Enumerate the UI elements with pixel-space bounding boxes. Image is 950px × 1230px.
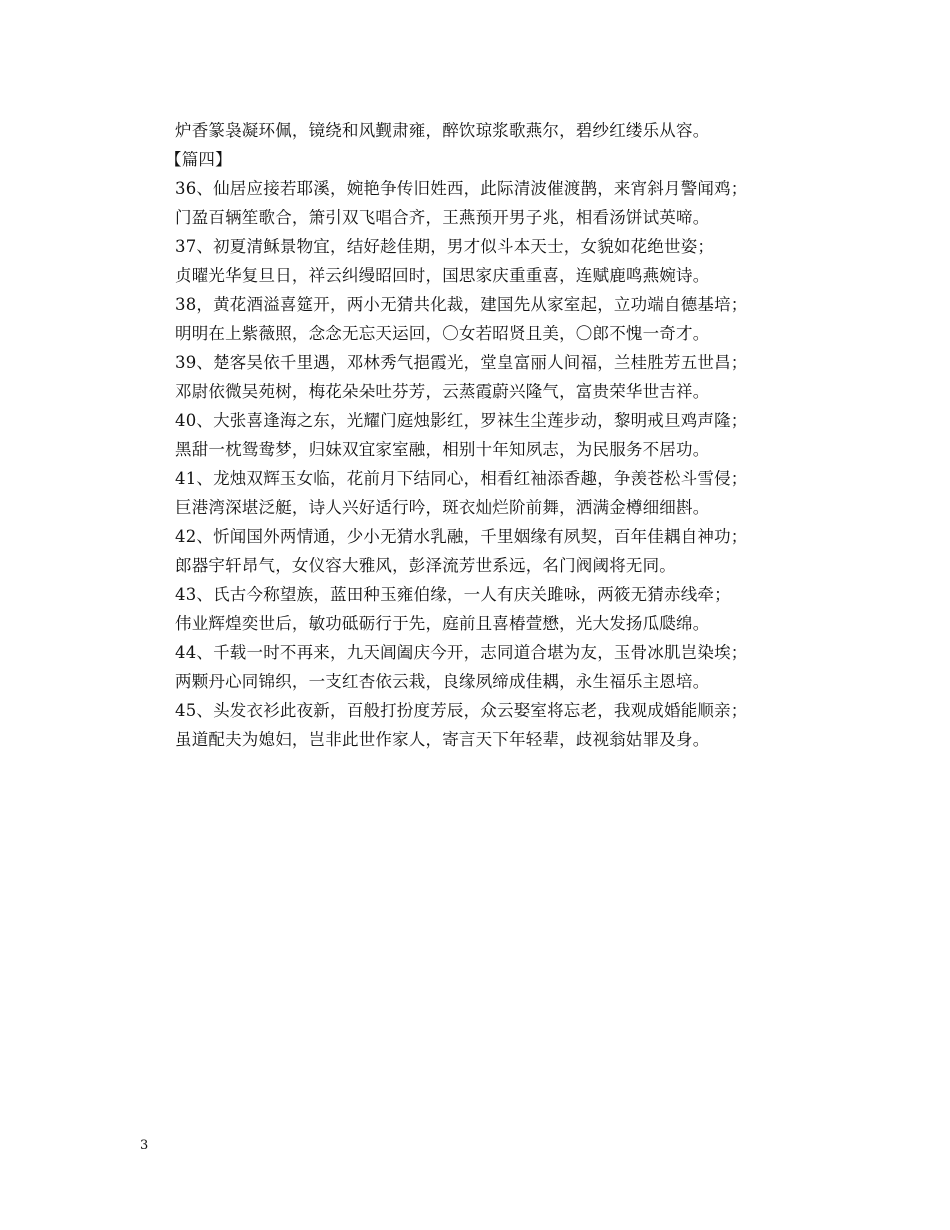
document-body: [165, 116, 815, 754]
text-line: 虽道配夫为媳妇，岂非此世作家人，寄言天下年轻辈，歧视翁姑罪及身。: [175, 730, 710, 749]
text-line: 44、千载一时不再来，九天阊阖庆今开，志同道合堪为友，玉骨冰肌岂染埃；: [175, 643, 748, 662]
text-line: 37、初夏清稣景物宜，结好趁佳期，男才似斗本天士，女貌如花绝世姿；: [175, 237, 715, 256]
page-number: 3: [140, 1138, 149, 1153]
text-line: 42、忻闻国外两情通，少小无猜水乳融，千里姻缘有夙契，百年佳耦自神功；: [175, 527, 748, 546]
text-line-opening: 炉香篆袅凝环佩，镜绕和风觐肃雍，醉饮琼浆歌燕尔，碧纱红缕乐从容。: [175, 121, 710, 140]
section-heading: 【篇四】: [165, 150, 232, 169]
text-line: 38，黄花酒溢喜筵开，两小无猜共化裁，建国先从家室起，立功端自德基培；: [175, 295, 748, 314]
text-line: 45、头发衣衫此夜新，百般打扮度芳辰，众云娶室将忘老，我观成婚能顺亲；: [175, 701, 748, 720]
text-line: 41、龙烛双辉玉女临，花前月下结同心，相看红袖添香趣，争羡苍松斗雪侵；: [175, 469, 748, 488]
text-line: 39、楚客吴依千里遇，邓林秀气挹霞光，堂皇富丽人间福，兰桂胜芳五世昌；: [175, 353, 748, 372]
text-line: 明明在上紫薇照，念念无忘天运回，〇女若昭贤且美，〇郎不愧一奇才。: [175, 324, 710, 343]
text-line: 两颗丹心同锦织，一支红杏依云栽，良缘夙缔成佳耦，永生福乐主恩培。: [175, 672, 710, 691]
text-line: 黑甜一枕鸳鸯梦，归妹双宜家室融，相别十年知夙志，为民服务不居功。: [175, 440, 710, 459]
text-line: 伟业辉煌奕世后，敏功砥砺行于先，庭前且喜椿萱懋，光大发扬瓜瓞绵。: [175, 614, 710, 633]
text-line: 邓尉依微吴苑树，梅花朵朵吐芬芳，云蒸霞蔚兴隆气，富贵荣华世吉祥。: [175, 382, 710, 401]
text-line: 巨港湾深堪泛艇，诗人兴好适行吟，斑衣灿烂阶前舞，洒满金樽细细斟。: [175, 498, 710, 517]
text-line: 贞曜光华复旦日，祥云纠缦昭回时，国思家庆重重喜，连赋鹿鸣燕婉诗。: [175, 266, 710, 285]
text-line: 郎器宇轩昂气，女仪容大雅风，彭泽流芳世系远，名门阀阈将无同。: [175, 556, 676, 575]
text-line: 36、仙居应接若耶溪，婉艳争传旧姓西，此际清波催渡鹊，来宵斜月警闻鸡；: [175, 179, 748, 198]
text-line: 40、大张喜逢海之东，光耀门庭烛影红，罗袜生尘莲步动，黎明戒旦鸡声隆；: [175, 411, 748, 430]
text-line: 43、氏古今称望族，蓝田种玉雍伯缘，一人有庆关雎咏，两筱无猜赤线牵；: [175, 585, 731, 604]
text-line: 门盈百辆笙歌合，箫引双飞唱合齐，王燕预开男子兆，相看汤饼试英啼。: [175, 208, 710, 227]
